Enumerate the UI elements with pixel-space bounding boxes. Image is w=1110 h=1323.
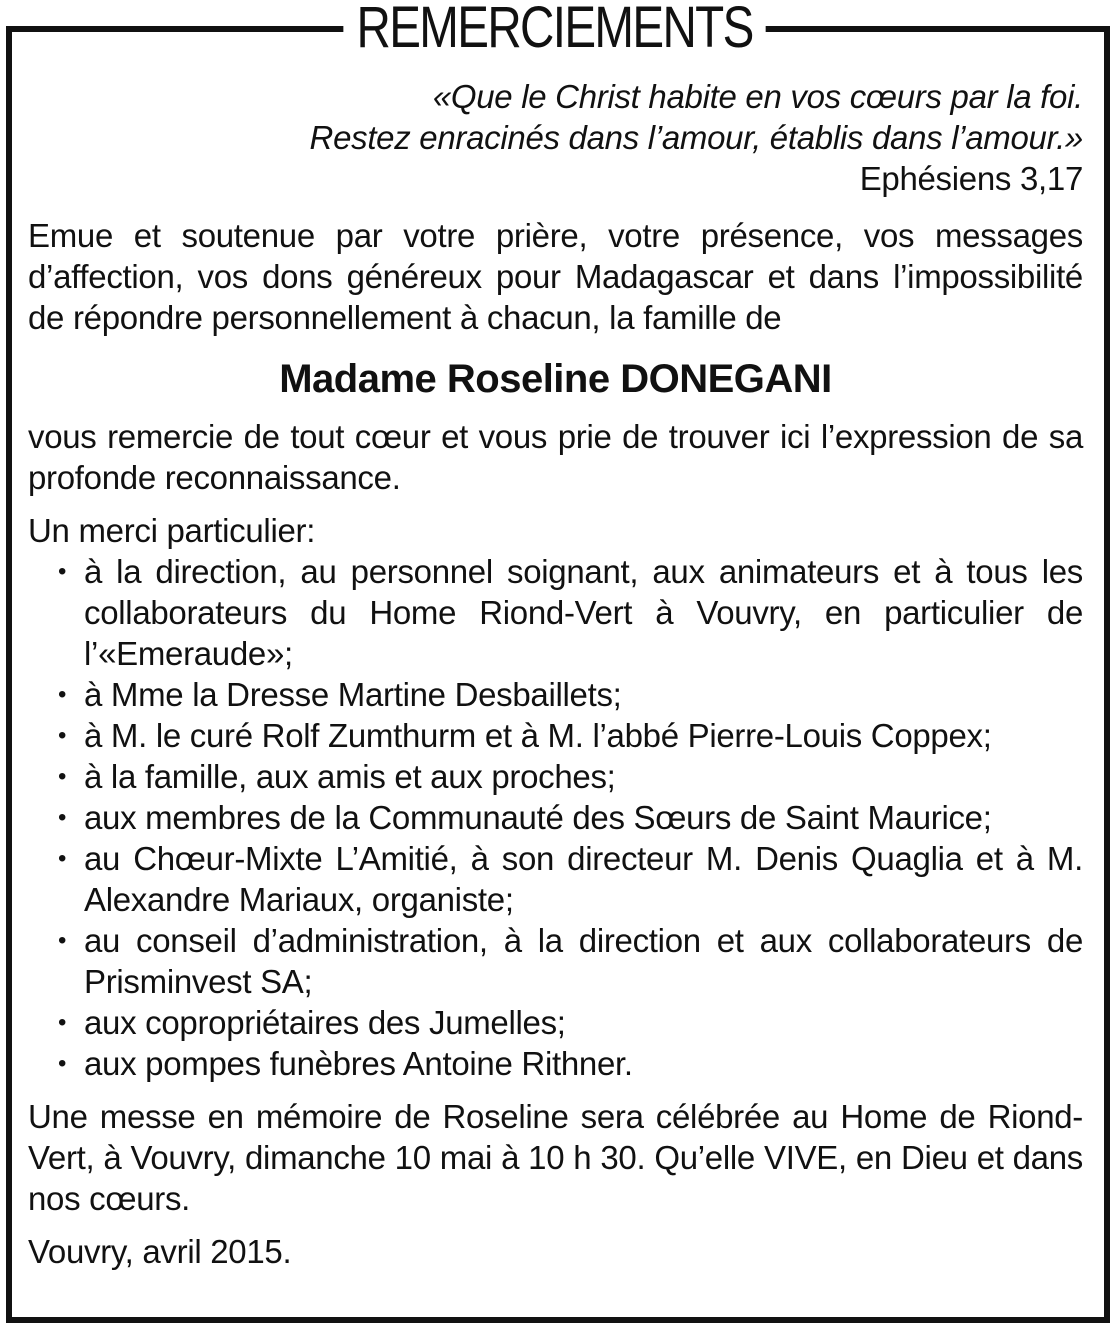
deceased-name: Madame Roseline DONEGANI bbox=[279, 357, 832, 401]
thanks-paragraph: vous remercie de tout cœur et vous prie de trouver ici l’expression de sa profonde reconnaissance. bbox=[28, 418, 1083, 496]
list-item: • aux membres de la Communauté des Sœurs de Saint Maurice; bbox=[28, 797, 1083, 838]
special-thanks-list bbox=[28, 551, 1083, 1084]
list-item: • à la famille, aux amis et aux proches; bbox=[28, 756, 1083, 797]
quote-line-2: Restez enracinés dans l’amour, établis dans l’amour.» bbox=[309, 119, 1083, 156]
list-item: • au conseil d’administration, à la direction et aux collaborateurs de Prisminvest SA; bbox=[28, 920, 1083, 1002]
list-item: • à la direction, au personnel soignant, aux animateurs et à tous les collaborateurs du Home Riond-Vert à Vouvry, en particulier de l’«Emeraude»; bbox=[28, 551, 1083, 674]
bible-quote bbox=[28, 76, 1083, 199]
special-thanks-heading: Un merci particulier: bbox=[28, 512, 316, 549]
list-item: • aux copropriétaires des Jumelles; bbox=[28, 1002, 1083, 1043]
quote-line-1: «Que le Christ habite en vos cœurs par la foi. bbox=[432, 78, 1083, 115]
list-item: • à Mme la Dresse Martine Desbaillets; bbox=[28, 674, 1083, 715]
header bbox=[0, 0, 1110, 60]
notice-body bbox=[28, 76, 1083, 1272]
list-item: • au Chœur-Mixte L’Amitié, à son directeur M. Denis Quaglia et à M. Alexandre Mariaux, organiste; bbox=[28, 838, 1083, 920]
intro-paragraph: Emue et soutenue par votre prière, votre présence, vos messages d’affection, vos dons généreux pour Madagascar et dans l’impossibilité de répondre personnellement à chacun, la famille de bbox=[28, 217, 1083, 336]
mass-paragraph: Une messe en mémoire de Roseline sera célébrée au Home de Riond-Vert, à Vouvry, dimanche 10 mai à 10 h 30. Qu’elle VIVE, en Dieu et dans nos cœurs. bbox=[28, 1098, 1083, 1217]
list-item: • à M. le curé Rolf Zumthurm et à M. l’abbé Pierre-Louis Coppex; bbox=[28, 715, 1083, 756]
signature: Vouvry, avril 2015. bbox=[28, 1233, 292, 1270]
quote-reference: Ephésiens 3,17 bbox=[859, 160, 1083, 197]
page-title: REMERCIEMENTS bbox=[344, 0, 766, 56]
list-item: • aux pompes funèbres Antoine Rithner. bbox=[28, 1043, 1083, 1084]
